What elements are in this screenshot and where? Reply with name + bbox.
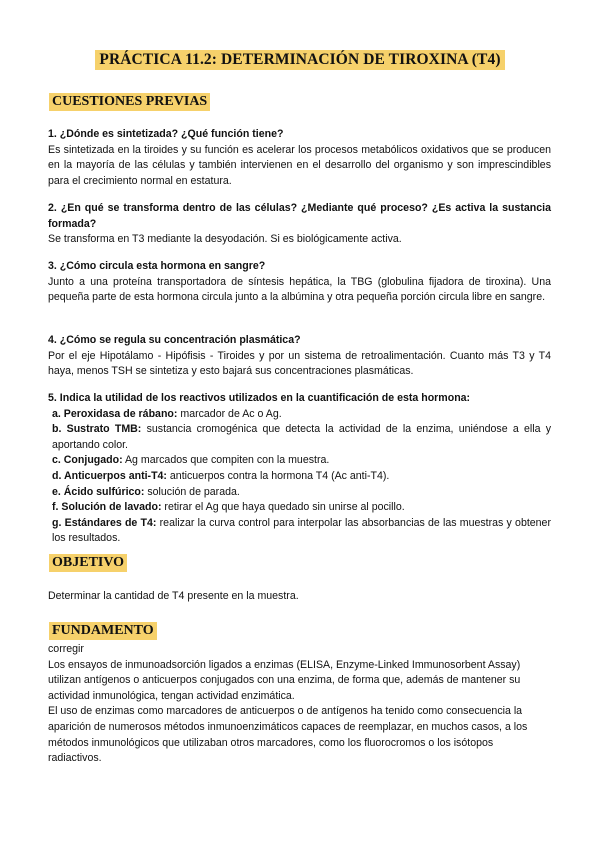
section-heading-fundamento: FUNDAMENTO [49,622,157,640]
question-3-title: 3. ¿Cómo circula esta hormona en sangre? [48,260,266,272]
objetivo-block [48,589,551,605]
question-2 [48,201,551,248]
reagent-label: f. Solución de lavado: [52,501,162,514]
reagent-text: sustancia cromogénica que detecta la actividad de la enzima, uniéndose a ella y aportando color. [52,423,551,451]
reagent-text: anticuerpos contra la hormona T4 (Ac anti-T4). [166,469,390,482]
reagent-item [48,485,551,501]
reagent-label: d. Anticuerpos anti-T4: [52,469,167,482]
reagent-item [48,407,551,423]
reagent-label: c. Conjugado: [52,454,123,467]
objetivo-text: Determinar la cantidad de T4 presente en la muestra. [48,590,299,602]
question-4-title: 4. ¿Cómo se regula su concentración plasmática? [48,334,301,346]
fundamento-paragraph-1: Los ensayos de inmunoadsorción ligados a enzimas (ELISA, Enzyme-Linked Immunosorbent Assay) utilizan antígenos o anticuerpos conjugados con una enzima, de forma que, además de mantener su actividad inmunológica, tengan actividad enzimática. [48,658,521,702]
question-2-answer: Se transforma en T3 mediante la desyodación. Si es biológicamente activa. [48,233,402,246]
question-3-answer: Junto a una proteína transportadora de síntesis hepática, la TBG (globulina fijadora de tiroxina). Una pequeña parte de esta hormona circula junto a la albúmina y otra pequeña porción circula libre en sangre. [48,275,551,304]
reagent-text: realizar la curva control para interpolar las absorbancias de las muestras y obtener los resultados. [52,516,551,545]
reagent-item [48,516,551,547]
question-4-answer: Por el eje Hipotálamo - Hipófisis - Tiroides y por un sistema de retroalimentación. Cuanto más T3 y T4 haya, menos TSH se sintetiza y esto bajará sus concentraciones plasmáticas. [48,349,551,378]
reagent-item [48,422,551,453]
question-3 [48,259,551,306]
reagent-text: Ag marcados que compiten con la muestra. [122,454,330,467]
reagent-text: retirar el Ag que haya quedado sin unirse al pocillo. [161,501,405,514]
reagent-label: a. Peroxidasa de rábano: [52,407,178,420]
question-1-title: 1. ¿Dónde es sintetizada? ¿Qué función tiene? [48,128,284,140]
title-wrap [0,50,600,70]
reagent-item [48,469,551,485]
page-title: PRÁCTICA 11.2: DETERMINACIÓN DE TIROXINA (T4) [95,50,504,70]
section-heading-objetivo: OBJETIVO [49,554,127,572]
question-1 [48,127,551,189]
reagent-label: e. Ácido sulfúrico: [52,485,145,498]
fundamento-note: corregir [48,643,84,655]
question-5 [48,391,551,547]
question-2-title: 2. ¿En qué se transforma dentro de las células? ¿Mediante qué proceso? ¿Es activa la sustancia formada? [48,202,551,230]
fundamento-block [48,642,538,767]
reagent-text: solución de parada. [144,485,240,498]
section-heading-cuestiones: CUESTIONES PREVIAS [49,93,210,111]
section-fundamento [49,621,157,640]
fundamento-paragraph-2: El uso de enzimas como marcadores de anticuerpos o de antígenos ha tenido como consecuencia la aparición de numerosos métodos inmunoenzimáticos capaces de reemplazar, en muchos casos, a los métodos inmunológicos que utilizaban otros marcadores, como los fluorocromos o los isótopos radiactivos. [48,705,528,765]
reagent-item [48,453,551,469]
section-cuestiones [49,92,210,111]
reagent-label: b. Sustrato TMB: [52,423,142,436]
question-5-title: 5. Indica la utilidad de los reactivos utilizados en la cuantificación de esta hormona: [48,392,471,404]
reagent-label: g. Estándares de T4: [52,516,157,529]
question-1-answer: Es sintetizada en la tiroides y su función es acelerar los procesos metabólicos oxidativos que se producen en la mayoría de las células y también intervienen en el desarrollo del organismo y son imprescindibles para el crecimiento normal en estatura. [48,143,551,187]
reagent-text: marcador de Ac o Ag. [177,407,282,420]
reagent-item [48,500,551,516]
section-objetivo [49,553,127,572]
question-4 [48,333,551,380]
